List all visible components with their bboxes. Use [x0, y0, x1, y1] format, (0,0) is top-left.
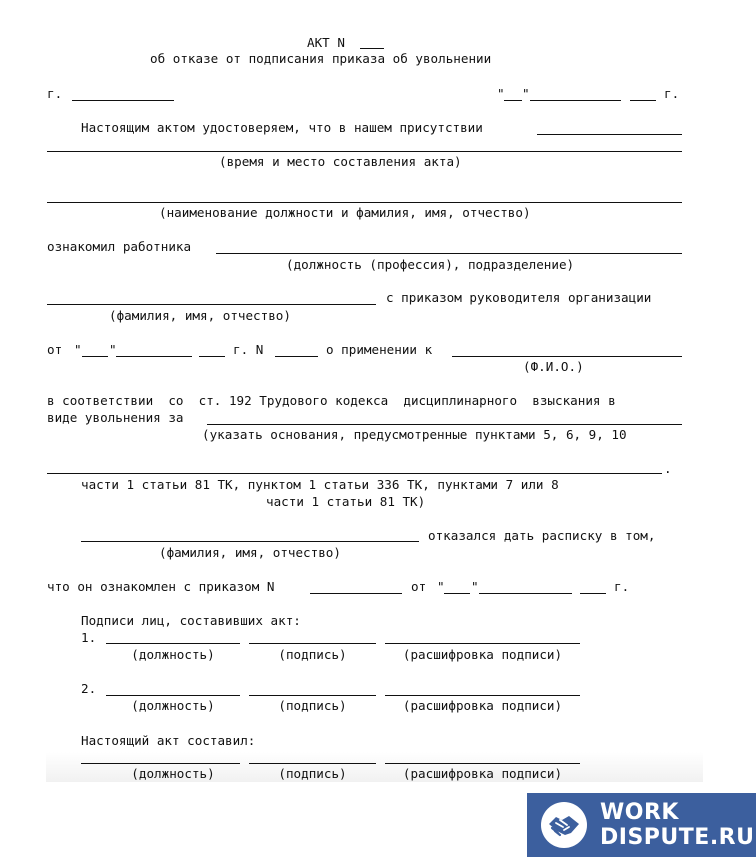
- grounds-period: .: [664, 461, 672, 476]
- about-applying-text: о применении к: [326, 342, 433, 357]
- date-quote-open: ": [497, 86, 505, 101]
- from2-month-blank: [479, 593, 572, 594]
- signer-1-number: 1.: [81, 630, 97, 645]
- year-suffix: г.: [664, 86, 680, 101]
- order-number-blank-2: [310, 593, 402, 594]
- hint-fio-2: (фамилия, имя, отчество): [159, 545, 341, 560]
- grounds-cont-line: [47, 473, 662, 474]
- refused-fio-blank: [81, 541, 419, 542]
- hint-fio-short: (Ф.И.О.): [523, 359, 584, 374]
- signatures-title: Подписи лиц, составивших акт:: [81, 613, 301, 628]
- accordance-line2: виде увольнения за: [47, 410, 184, 425]
- from-quote-open: ": [74, 342, 82, 357]
- signer-2-hint-position: (должность): [131, 698, 215, 713]
- from-quote-close: ": [109, 342, 117, 357]
- compiler-signature-line: [249, 763, 376, 764]
- compiler-hint-signature: (подпись): [278, 766, 347, 781]
- grounds-blank: [207, 424, 682, 425]
- compiler-hint-position: (должность): [131, 766, 215, 781]
- date-quote-close: ": [522, 86, 530, 101]
- refused-text: отказался дать расписку в том,: [428, 528, 656, 543]
- doc-title: АКТ N: [307, 35, 345, 50]
- grounds-cont1: части 1 статьи 81 ТК, пунктом 1 статьи 336 ТК, пунктами 7 или 8: [81, 477, 559, 492]
- from-day-blank: [82, 356, 108, 357]
- signer-1-hint-signature: (подпись): [278, 647, 347, 662]
- intro-text: Настоящим актом удостоверяем, что в нашем присутствии: [81, 120, 483, 135]
- employee-fio-blank: [47, 304, 376, 305]
- signer-1-hint-position: (должность): [131, 647, 215, 662]
- handshake-icon: [541, 802, 587, 848]
- grounds-cont2: части 1 статьи 81 ТК): [266, 494, 426, 509]
- from-year-blank: [199, 356, 225, 357]
- hint-position-dept: (должность (профессия), подразделение): [286, 257, 575, 272]
- signer-2-hint-signature: (подпись): [278, 698, 347, 713]
- signer-1-hint-decoding: (расшифровка подписи): [402, 647, 563, 662]
- city-blank: [72, 100, 174, 101]
- that-he-text: что он ознакомлен с приказом N: [47, 579, 275, 594]
- day-blank: [504, 100, 522, 101]
- year2-text: г.: [614, 579, 630, 594]
- compiled-title: Настоящий акт составил:: [81, 733, 256, 748]
- compiler-hint-decoding: (расшифровка подписи): [402, 766, 563, 781]
- from2-quote-open: ": [437, 579, 445, 594]
- familiarized-text: ознакомил работника: [47, 239, 192, 254]
- signer-1-decoding-line: [385, 643, 580, 644]
- year-n-text: г. N: [233, 342, 264, 357]
- employee-blank: [216, 253, 682, 254]
- with-order-text: с приказом руководителя организации: [386, 290, 652, 305]
- signer-2-signature-line: [249, 695, 376, 696]
- signer-2-number: 2.: [81, 681, 97, 696]
- time-place-line: [47, 151, 682, 152]
- doc-subtitle: об отказе от подписания приказа об увольнении: [150, 51, 492, 66]
- applied-to-blank: [452, 356, 682, 357]
- signer-1-signature-line: [249, 643, 376, 644]
- compiler-position-line: [81, 763, 240, 764]
- hint-time-place: (время и место составления акта): [219, 154, 462, 169]
- from2-quote-close: ": [471, 579, 479, 594]
- from-prefix: от: [47, 342, 63, 357]
- compiler-decoding-line: [385, 763, 580, 764]
- signer-2-decoding-line: [385, 695, 580, 696]
- logo-text-work: WORK: [600, 800, 679, 825]
- month-blank: [530, 100, 621, 101]
- hint-grounds: (указать основания, предусмотренные пунктами 5, 6, 9, 10: [202, 427, 627, 442]
- signer-2-position-line: [106, 695, 240, 696]
- position-name-line: [47, 202, 682, 203]
- hint-fio: (фамилия, имя, отчество): [109, 308, 291, 323]
- accordance-line1: в соответствии со ст. 192 Трудового кодекса дисциплинарного взыскания в: [47, 393, 616, 408]
- year-blank: [630, 100, 656, 101]
- hint-position-name: (наименование должности и фамилия, имя, отчество): [159, 205, 531, 220]
- from2-year-blank: [580, 593, 606, 594]
- signer-1-position-line: [106, 643, 240, 644]
- from2-text: от: [411, 579, 427, 594]
- order-number-blank: [275, 356, 318, 357]
- city-prefix: г.: [47, 86, 63, 101]
- work-dispute-logo: [527, 793, 756, 857]
- act-number-blank: [360, 48, 384, 49]
- presence-blank: [537, 134, 682, 135]
- signer-2-hint-decoding: (расшифровка подписи): [402, 698, 563, 713]
- from2-day-blank: [444, 593, 470, 594]
- from-month-blank: [116, 356, 192, 357]
- logo-text-domain: DISPUTE.RU: [600, 825, 755, 850]
